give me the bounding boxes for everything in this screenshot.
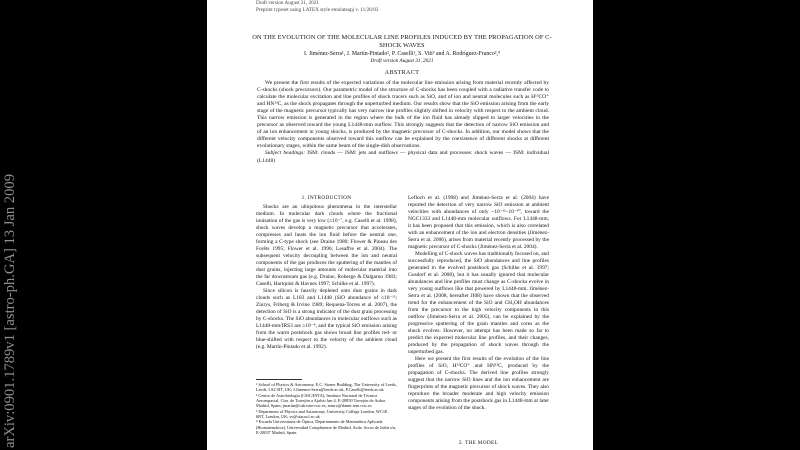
footnote-rule (256, 379, 302, 380)
intro-heading: 1. INTRODUCTION (301, 195, 352, 201)
subject-headings-text: ISM: clouds — ISM: jets and outflows — physical data and processes: shock waves — ISM: individual (L1448) (257, 150, 550, 164)
right-column (408, 195, 549, 412)
preprint-line: Preprint typeset using LATEX style emulateapj v. 11/26/03 (256, 7, 379, 13)
abstract-heading: ABSTRACT (384, 70, 420, 76)
right-paragraph: Lefloch et al. (1998) and Jiménez-Serra et al. (2004) have reported the detection of very narrow SiO emission at ambient velocities with abundances of only ~10⁻¹¹–10⁻¹⁰, toward the NGC1333 and L1448-mm molecular outflows. For L1448-mm, it has been proposed that this emission, which is also correlated with an enhancement of the ion and electron densities (Jiménez-Serra et al. 2006), arises from material recently processed by the magnetic precursor of C-shocks (Jiménez-Serra et al. 2004). (408, 195, 549, 251)
footnote: ³ Department of Physics and Astronomy, University College London, WC1E 6BT, London, UK; sv@star.ucl.ac.uk (256, 408, 388, 420)
abstract-text: We present the first results of the expected variations of the molecular line emission arising from material recently affected by C-shocks (shock precursors). Our parametric model of the structure of C-shocks has been coupled with a radiative transfer code to calculate the molecular excitation and line profiles of shock tracers such as SiO, and of ion and neutral molecules such as H¹³CO⁺ and HN¹³C, as the shock propagates through the unperturbed medium. Our results show that the SiO emission arising from the early stage of the magnetic precursor typically has very narrow line profiles slightly shifted in velocity with respect to the ambient cloud. This narrow emission is generated in the region where the bulk of the ion fluid has already slipped to larger velocities in the precursor as observed toward the young L1448-mm outflow. This strongly suggests that the detection of narrow SiO emission and of an ion enhancement in young shocks, is produced by the magnetic precursor of C-shocks. In addition, our model shows that the different velocity components observed toward this outflow can be explained by the coexistence of different shocks at different evolutionary stages, within the same beam of the single-dish observations. (257, 80, 549, 150)
footnote: ⁴ Escuela Universitaria de Óptica, Departamento de Matemática Aplicada (Biomatemática), Universidad Complutense de Madrid, Avda. Arcos de Jalón s/n, E-28037 Madrid, Spain (256, 419, 397, 436)
abstract (257, 80, 549, 165)
footnotes (256, 379, 397, 435)
draft-version: Draft version August 31, 2021 (370, 58, 434, 64)
footnote: ¹ School of Physics & Astronomy, E.C. Stoner Building, The University of Leeds, Leeds, LS2 9JT, UK; I.Jimenez-Serra@leeds.ac.uk, P.Caselli@leeds.ac.uk (256, 382, 397, 393)
left-paragraph: Since silicon is heavily depleted onto dust grains in dark clouds such as L183 and L1448 (SiO abundance of ≤10⁻¹²; Ziurys, Friberg & Irvine 1989; Requena-Torres et al. 2007), the detection of SiO is a strong indicator of the dust grain processing by C-shocks. The SiO abundances in molecular outflows such as L1448-mm/IRS3 are ≥10⁻⁸, and the typical SiO emission arising from the warm postshock gas shows broad line profiles red- or blue-shifted with respect to the velocity of the ambient cloud (e.g. Martín-Pintado et al. 1992). (256, 288, 397, 351)
left-paragraph: Shocks are an ubiquitous phenomena in the interstellar medium. In molecular dark clouds where the fractional ionisation of the gas is very low (≤10⁻⁷, e.g. Caselli et al. 1998), shock waves develop a magnetic precursor that accelerates, compresses and heats the ion fluid before the neutral one, forming a C-type shock (see Draine 1980; Flower & Pineau des Forêts 1995; Flower et al. 1996; Lesaffre et al. 2004). The subsequent velocity decoupling between the ion and neutral components of the gas produces the sputtering of the mantles of dust grains, injecting large amounts of molecular material into the far downstream gas (e.g. Draine, Roberge & Dalgarno 1983; Caselli, Hartquist & Havnes 1997; Schilke et al. 1997). (256, 204, 397, 288)
draft-line: Draft version August 31, 2021 (256, 0, 319, 6)
footnote: ² Centro de Astrobiología (CSIC/INTA), Instituto Nacional de Técnica Aeroespacial, Ctra. de Torrejón a Ajalvir km 4, E-28850 Torrejón de Ardoz, Madrid, Spain; jmartin@cab.inta-csic.es, arturo@damir.iem.csic.es (256, 392, 387, 409)
paper-page (207, 0, 593, 450)
paper-title: ON THE EVOLUTION OF THE MOLECULAR LINE PROFILES INDUCED BY THE PROPAGATION OF C-SHOCK WAVES (252, 34, 552, 49)
section2-heading: 2. THE MODEL (458, 440, 499, 446)
arxiv-stamp: arXiv:0901.1789v1 [astro-ph.GA] 13 Jan 2009 (2, 174, 18, 448)
left-column (256, 195, 397, 351)
right-paragraph: Modelling of C-shock waves has traditionally focused on, and successfully reproduced, the SiO abundances and line profiles generated in the evolved postshock gas (Schilke et al. 1997; Gusdorf et al. 2008), but it has usually ignored that molecular abundances and line profiles must change as C-shocks evolve in very young outflows like that powered by L1448-mm. Jiménez-Serra et al. (2008, hereafter JI08) have shown that the observed trend for the enhancement of the SiO and CH₃OH abundances from the precursor to the high velocity components in this outflow (Jiménez-Serra et al. 2005), can be explained by the progressive sputtering of the grain mantles and cores as the shock evolves. However, no attempt has been made so far to predict the expected molecular line profiles, and their changes, produced by the propagation of shock waves through the unperturbed gas. (408, 251, 549, 356)
author-list: I. Jiménez-Serra¹, J. Martín-Pintado², P. Caselli¹, S. Viti³ and A. Rodríguez-Franco²,⁴ (304, 51, 500, 57)
subject-headings-label: Subject headings: (265, 150, 306, 157)
subject-headings (257, 150, 549, 164)
right-paragraph: Here we present the first results of the evolution of the line profiles of SiO, H¹³CO⁺ and HN¹³C, produced by the propagation of C-shocks. The derived line profiles strongly suggest that the narrow SiO lines and the ion enhancement are fingerprints of the magnetic precursor of shock waves. They also reproduce the broader moderate and high velocity emission components arising from the postshock gas in L1448-mm at later stages of the evolution of the shock. (408, 356, 549, 412)
